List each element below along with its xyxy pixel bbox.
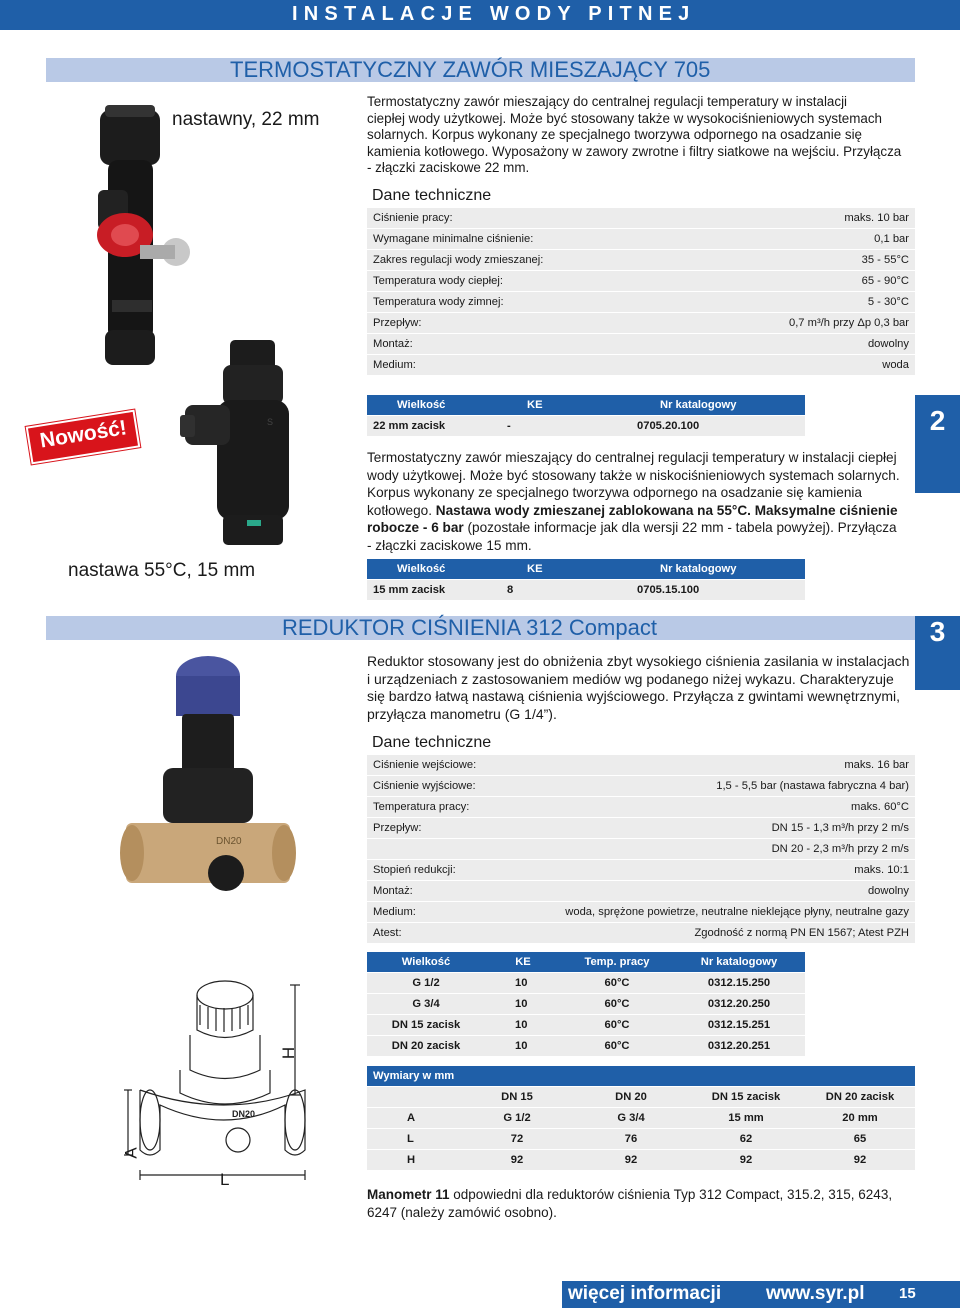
spec-label: Zakres regulacji wody zmieszanej:	[373, 254, 544, 266]
spec-value: maks. 10:1	[854, 864, 909, 876]
text-line: 6247 (należy zamówić osobno).	[367, 1205, 557, 1220]
page-number: 15	[899, 1285, 916, 1302]
col-header: Nr katalogowy	[660, 399, 737, 411]
table-row	[367, 1015, 805, 1035]
spec-row	[367, 776, 915, 796]
product1-specs-title: Dane techniczne	[372, 187, 492, 204]
col-header: DN 20	[615, 1091, 647, 1103]
table-cell: L	[407, 1133, 414, 1145]
spec-label: Wymagane minimalne ciśnienie:	[373, 233, 534, 245]
col-header: Wielkość	[401, 956, 451, 968]
table-row	[367, 580, 805, 600]
product2-table-header	[367, 559, 805, 579]
table-cell: 92	[510, 1154, 524, 1166]
spec-value: 5 - 30°C	[867, 296, 909, 308]
spec-value: 1,5 - 5,5 bar (nastawa fabryczna 4 bar)	[716, 780, 909, 792]
table-cell: 92	[739, 1154, 753, 1166]
spec-label: Stopień redukcji:	[373, 864, 456, 876]
col-header: Temp. pracy	[584, 956, 650, 968]
table-cell: G 1/2	[503, 1112, 531, 1124]
spec-value: 0,1 bar	[874, 233, 909, 245]
product3-description	[367, 653, 915, 723]
text-line: - złączki zaciskowe 15 mm.	[367, 537, 532, 553]
section-tab-2	[915, 395, 960, 493]
table-row	[367, 994, 805, 1014]
table-cell: 10	[515, 998, 528, 1010]
table-cell: 92	[853, 1154, 867, 1166]
product3-title-bar	[46, 616, 915, 640]
table-cell: 65	[853, 1133, 867, 1145]
text-span: kotłowego.	[367, 502, 436, 518]
spec-label: Medium:	[373, 906, 416, 918]
spec-value: Zgodność z normą PN EN 1567; Atest PZH	[694, 927, 909, 939]
table-cell: 60°C	[604, 1040, 630, 1052]
text-line: - złączki zaciskowe 22 mm.	[367, 160, 530, 175]
product3-title: REDUKTOR CIŚNIENIA 312 Compact	[282, 615, 657, 640]
text-span: odpowiedni dla reduktorów ciśnienia Typ 312 Compact, 315.2, 315, 6243,	[449, 1187, 893, 1202]
spec-label: Przepływ:	[373, 822, 422, 834]
spec-row	[367, 355, 915, 375]
header-title: INSTALACJE WODY PITNEJ	[292, 3, 696, 25]
text-line: i urządzeniach z zastosowaniem mediów wg podanego niżej wykazu. Charakteryzuje	[367, 670, 894, 687]
table-row	[367, 416, 805, 436]
product3-table-header	[367, 952, 805, 972]
text-line: przyłącza manometru (G 1/4”).	[367, 705, 557, 722]
col-header: Wielkość	[397, 563, 446, 575]
spec-row	[367, 818, 915, 838]
table-cell: 22 mm zacisk	[373, 420, 446, 432]
table-cell: DN 20 zacisk	[391, 1040, 461, 1052]
section-number: 2	[929, 405, 946, 436]
col-header: KE	[527, 563, 543, 575]
footer-text: więcej informacji	[568, 1283, 722, 1304]
table-cell: 60°C	[604, 1019, 630, 1031]
spec-row	[367, 755, 915, 775]
text-span: (pozostałe informacje jak dla wersji 22 mm - tabela powyżej). Przyłącza	[463, 520, 897, 536]
product3-specs-title: Dane techniczne	[372, 734, 492, 751]
section-tab-3	[915, 616, 960, 690]
text-line	[367, 1186, 915, 1204]
table-cell: 10	[515, 1019, 528, 1031]
spec-label: Ciśnienie pracy:	[373, 212, 453, 224]
spec-value: dowolny	[867, 338, 909, 350]
spec-label: Ciśnienie wyjściowe:	[373, 780, 476, 792]
text-line: ciepłej wody użytkowej. Może być stosowany także w wysokociśnieniowych systemach	[367, 110, 883, 126]
product1-title-bar	[46, 58, 915, 82]
table-row	[367, 1108, 915, 1128]
valve-mark: DN20	[216, 836, 242, 847]
spec-label: Ciśnienie wejściowe:	[373, 759, 477, 771]
dims-title: Wymiary w mm	[373, 1070, 455, 1082]
new-badge-text: Nowość!	[38, 416, 129, 453]
table-cell: G 3/4	[412, 998, 440, 1010]
spec-value: maks. 16 bar	[844, 759, 909, 771]
text-line: Korpus wykonany ze specjalnego tworzywa odpornego na osadzanie się kamienia	[367, 485, 862, 501]
table-cell: 92	[624, 1154, 638, 1166]
table-cell: DN 15 zacisk	[391, 1019, 461, 1031]
spec-row	[367, 334, 915, 354]
spec-label: Temperatura pracy:	[373, 801, 470, 813]
col-header: Wielkość	[397, 399, 446, 411]
spec-value: 65 - 90°C	[861, 275, 909, 287]
spec-value: woda	[882, 359, 909, 371]
product1-valve-image	[80, 100, 210, 370]
spec-label: Montaż:	[373, 338, 413, 350]
spec-value: maks. 10 bar	[844, 212, 909, 224]
product1-table-header	[367, 395, 805, 415]
table-cell: 60°C	[604, 977, 630, 989]
table-row	[367, 1129, 915, 1149]
spec-value: DN 20 - 2,3 m³/h przy 2 m/s	[771, 843, 909, 855]
text-line: Termostatyczny zawór mieszający do centralnej regulacji temperatury w instalacji ciepłej	[367, 450, 897, 465]
dims-header-row	[367, 1087, 915, 1107]
spec-row	[367, 271, 915, 291]
new-badge	[26, 410, 141, 465]
table-row	[367, 1036, 805, 1056]
manometer-note	[367, 1186, 915, 1222]
product2-valve-image	[175, 335, 320, 555]
text-line	[367, 519, 915, 537]
table-row	[367, 973, 805, 993]
footer-url-link[interactable]: www.syr.pl	[766, 1283, 865, 1304]
col-header: Nr katalogowy	[700, 956, 778, 968]
col-header: DN 15 zacisk	[711, 1091, 781, 1103]
spec-label: Montaż:	[373, 885, 413, 897]
spec-row	[367, 923, 915, 943]
spec-label: Temperatura wody zimnej:	[373, 296, 504, 308]
spec-value: 0,7 m³/h przy Δp 0,3 bar	[788, 317, 909, 329]
spec-label: Przepływ:	[373, 317, 422, 329]
col-header: DN 20 zacisk	[825, 1091, 895, 1103]
table-cell: -	[507, 420, 511, 432]
spec-row	[367, 839, 915, 859]
text-line: Reduktor stosowany jest do obniżenia zbyt wysokiego ciśnienia zasilania w instalacjach	[367, 653, 910, 669]
col-header: Nr katalogowy	[660, 563, 737, 575]
spec-label: Atest:	[373, 927, 402, 939]
text-line	[367, 502, 915, 520]
table-cell: 0705.15.100	[637, 584, 700, 596]
table-cell: H	[407, 1154, 416, 1166]
product1-caption: nastawny, 22 mm	[172, 109, 320, 130]
text-line: wody użytkowej. Może być stosowany także w niskociśnieniowych systemach solarnych.	[367, 467, 900, 483]
table-cell: 15 mm zacisk	[373, 584, 446, 596]
spec-row	[367, 860, 915, 880]
text-line: kamienia kotłowego. Wyposażony w zawory zwrotne i filtry siatkowe na wejściu. Przyłącza	[367, 143, 902, 159]
table-cell: 0312.15.250	[707, 977, 771, 989]
table-cell: 20 mm	[842, 1112, 878, 1124]
spec-row	[367, 292, 915, 312]
table-cell: 0312.20.251	[707, 1040, 771, 1052]
table-cell: 0705.20.100	[637, 420, 700, 432]
dimension-a-label: A	[121, 1147, 141, 1159]
table-row	[367, 1150, 915, 1170]
spec-value: dowolny	[867, 885, 909, 897]
table-cell: G 1/2	[412, 977, 440, 989]
spec-row	[367, 250, 915, 270]
header-bar	[0, 0, 960, 30]
spec-value: woda, sprężone powietrze, neutralne nieklejące płyny, neutralne gazy	[565, 906, 909, 918]
product3-reducer-image	[118, 648, 298, 918]
spec-value: DN 15 - 1,3 m³/h przy 2 m/s	[771, 822, 909, 834]
spec-row	[367, 208, 915, 228]
col-header: KE	[515, 956, 531, 968]
spec-row	[367, 881, 915, 901]
table-cell: 72	[510, 1133, 524, 1145]
table-cell: 0312.20.250	[707, 998, 771, 1010]
svg-text:S: S	[267, 417, 274, 427]
section-number: 3	[929, 616, 946, 647]
dimension-l-label: L	[220, 1170, 230, 1189]
spec-value: maks. 60°C	[851, 801, 909, 813]
table-cell: 0312.15.251	[707, 1019, 771, 1031]
footer-bar	[562, 1281, 960, 1308]
text-line: się bardzo łatwą nastawą ciśnienia wyjściowego. Przyłącza z gwintami wewnętrznymi,	[367, 688, 900, 705]
col-header: KE	[527, 399, 543, 411]
spec-label: Temperatura wody ciepłej:	[373, 275, 503, 287]
col-header: DN 15	[501, 1091, 533, 1103]
product1-description	[367, 94, 915, 177]
table-cell: 8	[507, 584, 514, 596]
spec-row	[367, 902, 915, 922]
table-cell: A	[407, 1112, 416, 1124]
dims-table-title	[367, 1066, 915, 1086]
table-cell: 15 mm	[728, 1112, 764, 1124]
text-line: Termostatyczny zawór mieszający do centralnej regulacji temperatury w instalacji	[367, 94, 848, 109]
spec-value: 35 - 55°C	[861, 254, 909, 266]
table-cell: 62	[739, 1133, 753, 1145]
spec-label: Medium:	[373, 359, 416, 371]
product2-description	[367, 449, 915, 555]
dimension-h-label: H	[279, 1046, 299, 1060]
technical-drawing	[120, 975, 320, 1190]
table-cell: 10	[515, 977, 528, 989]
product1-title: TERMOSTATYCZNY ZAWÓR MIESZAJĄCY 705	[230, 57, 711, 82]
table-cell: 76	[624, 1133, 638, 1145]
text-bold: Manometr 11	[367, 1187, 450, 1202]
spec-row	[367, 229, 915, 249]
table-cell: G 3/4	[617, 1112, 645, 1124]
spec-row	[367, 797, 915, 817]
drawing-valve-mark: DN20	[232, 1109, 256, 1119]
table-cell: 10	[515, 1040, 528, 1052]
product2-caption: nastawa 55°C, 15 mm	[68, 560, 256, 581]
text-line: solarnych. Korpus wykonany ze specjalnego tworzywa odpornego na osadzanie się	[367, 127, 863, 142]
text-bold: Nastawa wody zmieszanej zablokowana na 55°C. Maksymalne ciśnienie	[435, 502, 898, 518]
text-bold: robocze - 6 bar	[367, 520, 464, 536]
spec-row	[367, 313, 915, 333]
table-cell: 60°C	[604, 998, 630, 1010]
